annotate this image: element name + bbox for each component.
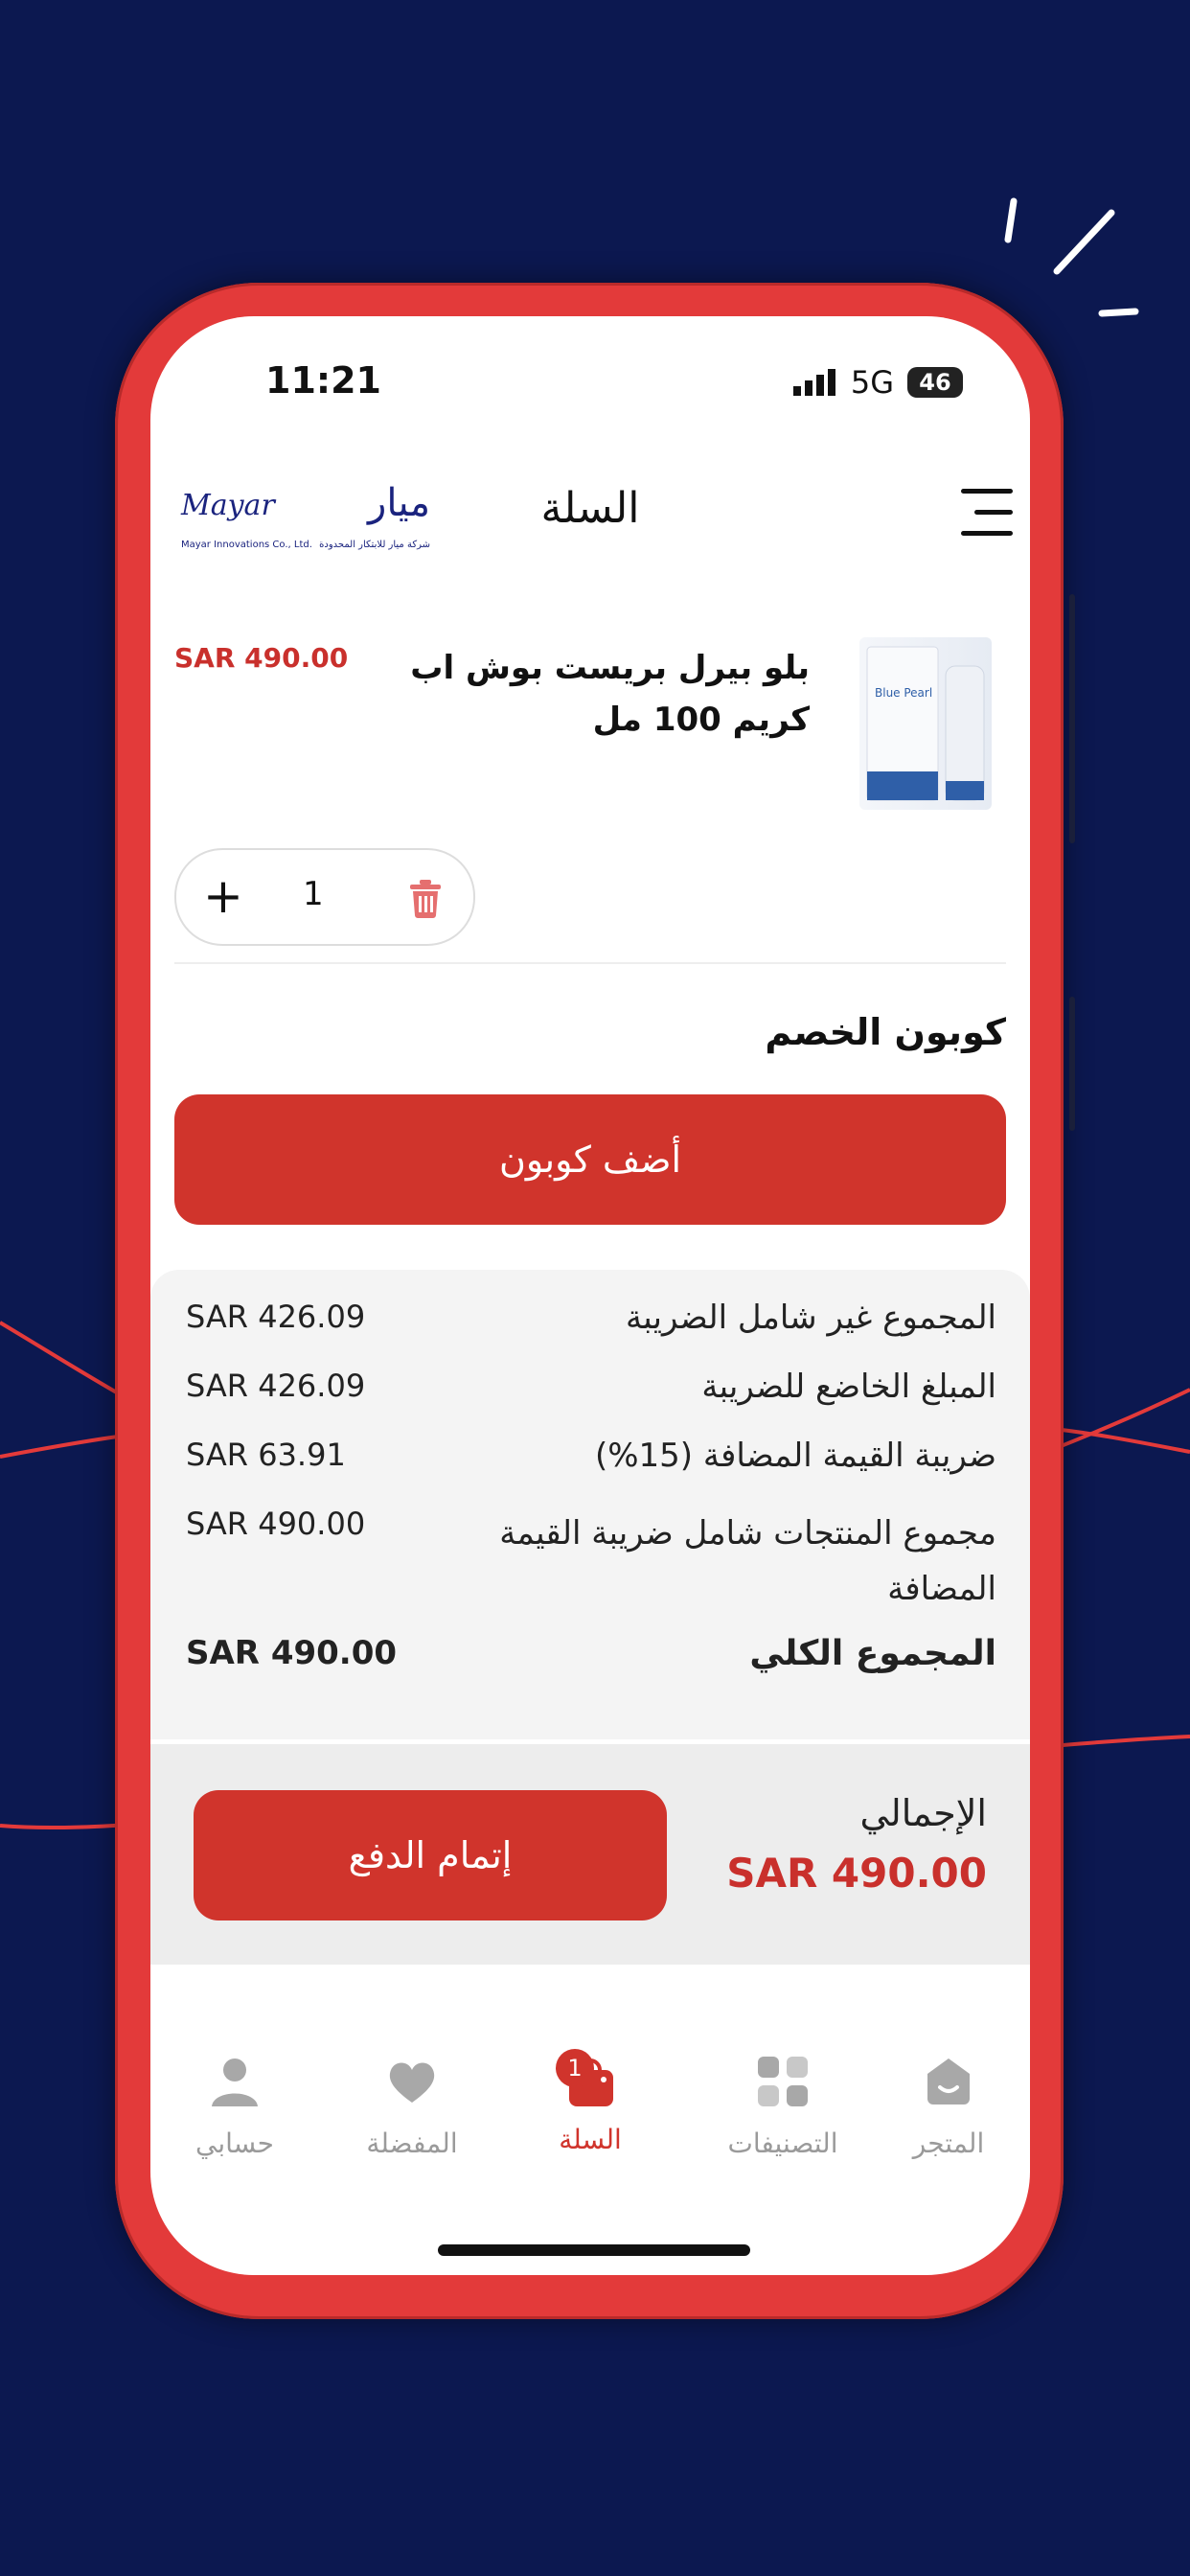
- battery-icon: 46: [907, 367, 963, 398]
- tab-account[interactable]: [153, 2053, 316, 2159]
- tab-cart[interactable]: [509, 2053, 672, 2155]
- store-icon: [920, 2053, 977, 2110]
- summary-value: SAR 490.00: [186, 1506, 366, 1542]
- product-price: SAR 490.00: [174, 642, 349, 674]
- product-brand: Blue Pearl: [875, 686, 933, 700]
- home-indicator: [438, 2244, 750, 2256]
- tab-label: المتجر: [912, 2128, 985, 2159]
- add-coupon-button[interactable]: أضف كوبون: [174, 1094, 1006, 1225]
- app-screen: [150, 316, 1030, 2275]
- total-value: SAR 490.00: [726, 1850, 987, 1897]
- quantity-value: 1: [303, 875, 324, 913]
- network-type: 5G: [850, 364, 894, 401]
- logo-sub-ar: شركة ميار للابتكار المحدودة: [319, 540, 430, 550]
- summary-value: SAR 426.09: [186, 1299, 366, 1335]
- cart-badge: 1: [556, 2049, 594, 2087]
- tab-label: التصنيفات: [727, 2128, 838, 2159]
- tab-favorites[interactable]: [331, 2053, 493, 2159]
- tab-categories[interactable]: [701, 2053, 864, 2159]
- user-icon: [206, 2053, 263, 2110]
- order-summary: [150, 1270, 1030, 1739]
- plus-icon[interactable]: +: [203, 868, 243, 924]
- summary-label: ضريبة القيمة المضافة (15%): [594, 1437, 996, 1475]
- heart-icon: [383, 2053, 441, 2110]
- signal-icon: [791, 367, 837, 398]
- side-button: [1069, 997, 1075, 1131]
- status-indicators: [791, 364, 963, 401]
- tab-store[interactable]: [867, 2053, 1030, 2159]
- quantity-stepper: [174, 848, 475, 946]
- divider: [174, 962, 1006, 964]
- product-name[interactable]: بلو بيرل بريست بوش اب كريم 100 مل: [410, 649, 810, 739]
- summary-label: المجموع غير شامل الضريبة: [626, 1299, 996, 1337]
- categories-icon: [754, 2053, 812, 2110]
- summary-value: SAR 426.09: [186, 1368, 366, 1404]
- tab-label: المفضلة: [366, 2128, 458, 2159]
- checkout-button[interactable]: إتمام الدفع: [194, 1790, 667, 1920]
- product-tube-icon: [859, 637, 992, 810]
- page-title: السلة: [540, 484, 640, 533]
- coupon-title: كوبون الخصم: [765, 1011, 1006, 1053]
- summary-value: SAR 63.91: [186, 1437, 346, 1473]
- logo-latin: Mayar: [181, 489, 275, 522]
- logo-sub-en: Mayar Innovations Co., Ltd.: [181, 540, 312, 550]
- tab-label: حسابي: [195, 2128, 274, 2159]
- bottom-tab-bar: [150, 2053, 1030, 2187]
- product-image[interactable]: [859, 637, 992, 810]
- logo-arabic: ميار: [368, 481, 430, 525]
- summary-label: المبلغ الخاضع للضريبة: [701, 1368, 996, 1406]
- grand-total-label: المجموع الكلي: [749, 1634, 996, 1673]
- trash-icon[interactable]: [404, 877, 446, 919]
- grand-total-value: SAR 490.00: [186, 1634, 398, 1672]
- total-label: الإجمالي: [859, 1792, 987, 1834]
- summary-label: مجموع المنتجات شامل ضريبة القيمة المضافة: [499, 1514, 996, 1608]
- brand-logo[interactable]: [181, 481, 430, 550]
- cart-icon-wrap: [561, 2053, 619, 2110]
- tab-label: السلة: [559, 2124, 622, 2155]
- checkout-bar: [150, 1744, 1030, 1965]
- side-button: [1069, 594, 1075, 843]
- status-time: 11:21: [265, 359, 381, 402]
